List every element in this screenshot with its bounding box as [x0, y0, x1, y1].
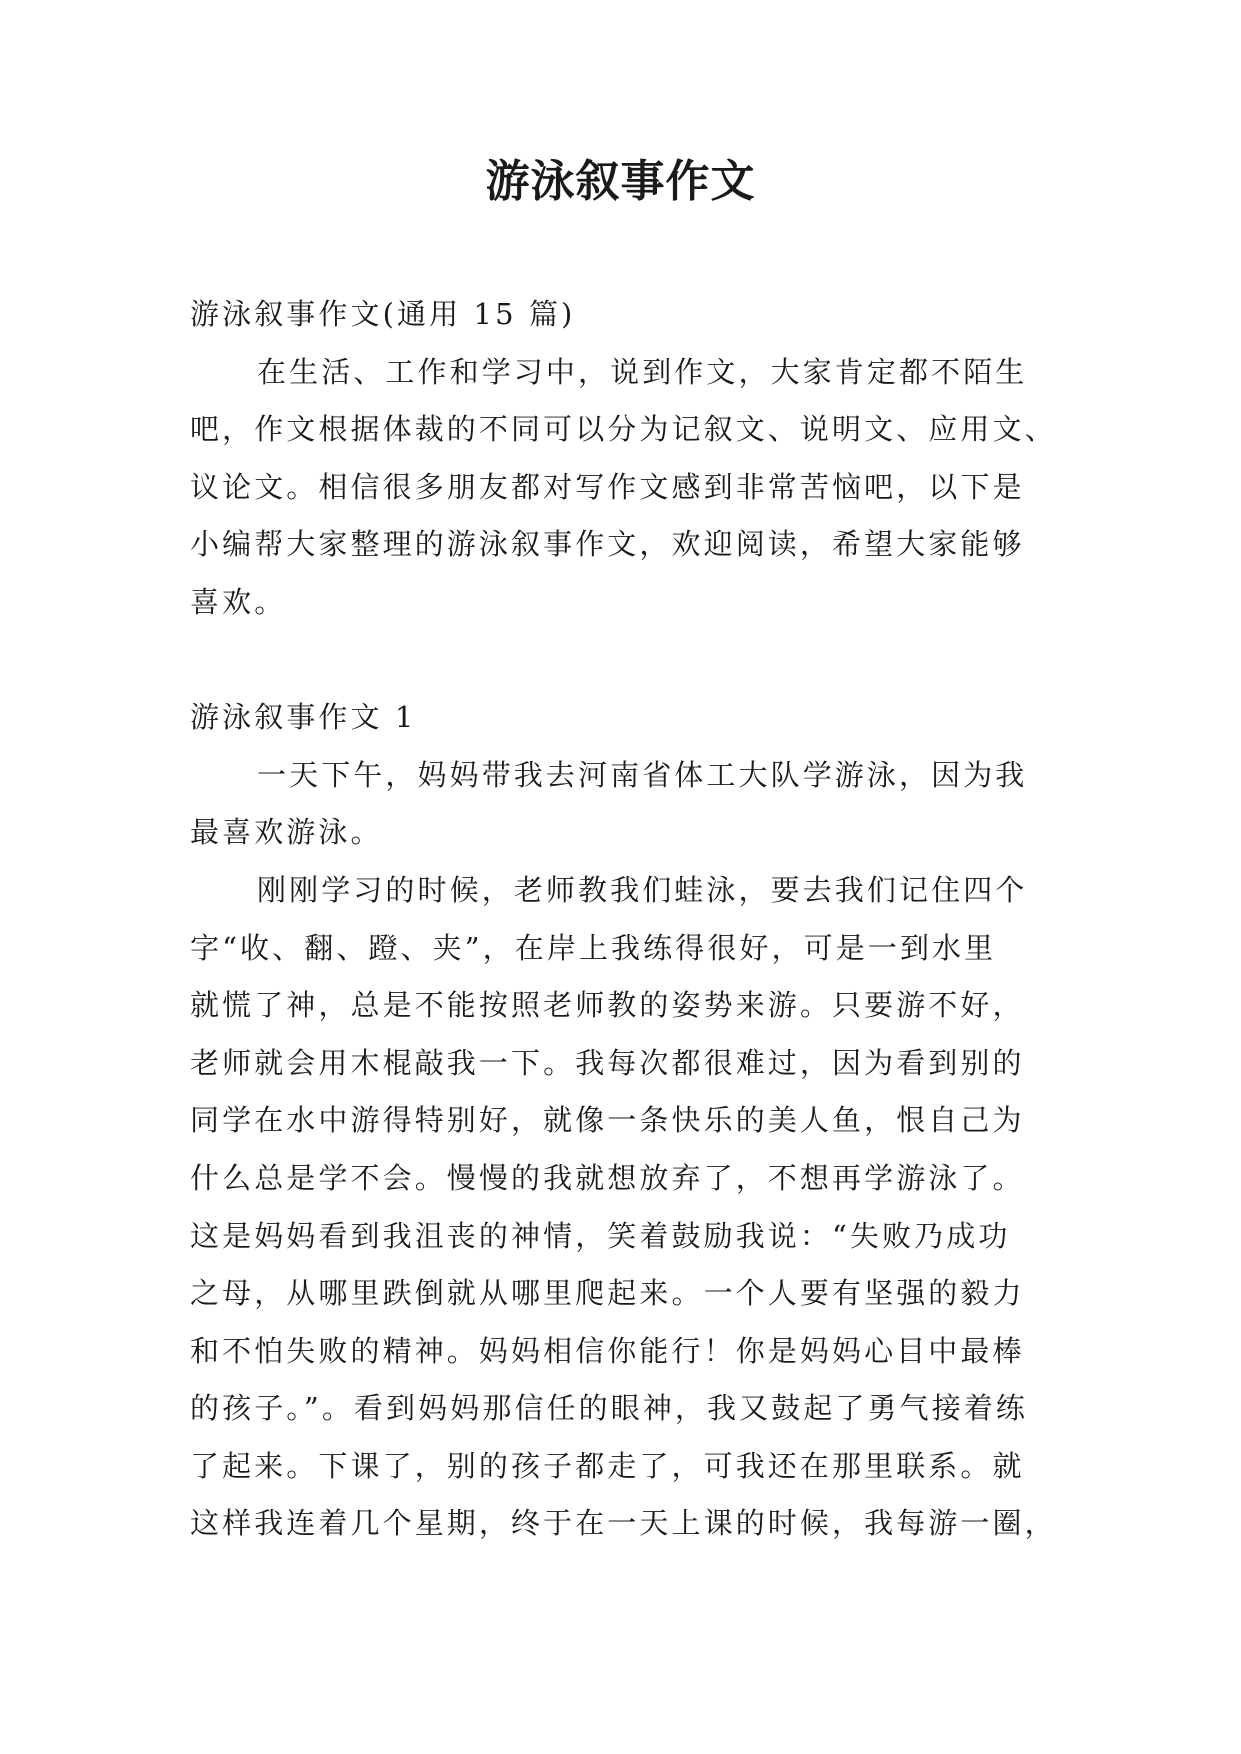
paragraph-line: 一天下午，妈妈带我去河南省体工大队学游泳，因为我: [257, 757, 1028, 792]
document-subtitle: 游泳叙事作文(通用 15 篇): [190, 297, 576, 331]
document-body: [190, 286, 1060, 1553]
intro-paragraph: [190, 344, 1060, 632]
paragraph-line: 喜欢。: [190, 584, 287, 619]
paragraph-line: 字“收、翻、蹬、夹”，在岸上我练得很好，可是一到水里: [190, 930, 997, 965]
story-paragraph-1: [190, 747, 1060, 862]
story-paragraph-2: [190, 862, 1060, 1553]
paragraph-line: 的孩子。”。看到妈妈那信任的眼神，我又鼓起了勇气接着练: [190, 1391, 1029, 1426]
paragraph-line: 老师就会用木棍敲我一下。我每次都很难过，因为看到别的: [190, 1045, 1025, 1080]
paragraph-line: 同学在水中游得特别好，就像一条快乐的美人鱼，恨自己为: [190, 1103, 1025, 1138]
paragraph-line: 就慌了神，总是不能按照老师教的姿势来游。只要游不好，: [190, 988, 1025, 1023]
paragraph-line: 吧，作文根据体裁的不同可以分为记叙文、说明文、应用文、: [190, 412, 1057, 447]
paragraph-line: 之母，从哪里跌倒就从哪里爬起来。一个人要有坚强的毅力: [190, 1276, 1025, 1311]
paragraph-spacer: [190, 632, 1060, 690]
paragraph-line: 议论文。相信很多朋友都对写作文感到非常苦恼吧，以下是: [190, 469, 1025, 504]
paragraph-line: 这样我连着几个星期，终于在一天上课的时候，我每游一圈，: [190, 1506, 1057, 1541]
paragraph-line: 最喜欢游泳。: [190, 815, 383, 850]
document-title: 游泳叙事作文: [485, 156, 756, 207]
section-heading: 游泳叙事作文 1: [190, 700, 417, 735]
paragraph-line: 这是妈妈看到我沮丧的神情，笑着鼓励我说：“失败乃成功: [190, 1218, 1011, 1253]
paragraph-line: 小编帮大家整理的游泳叙事作文，欢迎阅读，希望大家能够: [190, 527, 1025, 562]
paragraph-line: 在生活、工作和学习中，说到作文，大家肯定都不陌生: [257, 354, 1028, 389]
paragraph-line: 什么总是学不会。慢慢的我就想放弃了，不想再学游泳了。: [190, 1160, 1025, 1195]
paragraph-line: 和不怕失败的精神。妈妈相信你能行！你是妈妈心目中最棒: [190, 1333, 1025, 1368]
paragraph-line: 了起来。下课了，别的孩子都走了，可我还在那里联系。就: [190, 1448, 1025, 1483]
paragraph-line: 刚刚学习的时候，老师教我们蛙泳，要去我们记住四个: [257, 872, 1028, 907]
